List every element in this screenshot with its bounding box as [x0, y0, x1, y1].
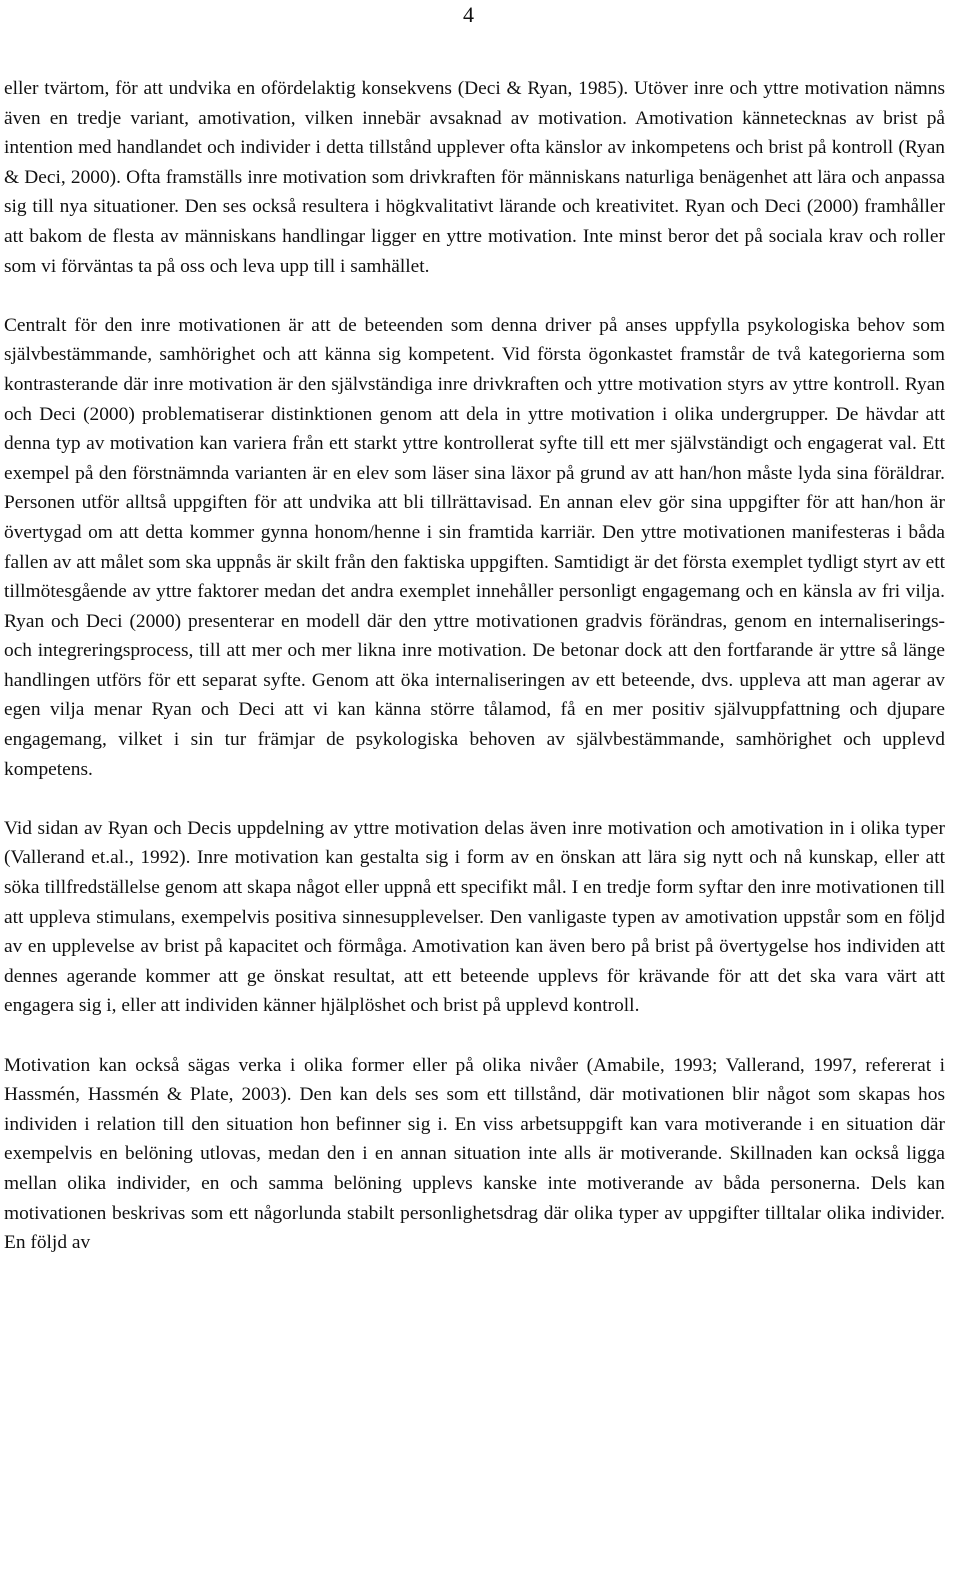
- paragraph-inner-motivation: Centralt för den inre motivationen är att de beteenden som denna driver på anses uppfylla psykologiska behov som självbestämmande, samhörighet och att känna sig kompetent. Vid första ögonkastet framstår de två kategorierna som kontrasterande där inre motivation är den självständiga inre drivkraften och yttre motivation styrs av yttre kontroll. Ryan och Deci (2000) problematiserar distinktionen genom att dela in yttre motivation i olika undergrupper. De hävdar att denna typ av motivation kan variera från ett starkt yttre kontrollerat syfte till ett mer självständigt och engagerat val. Ett exempel på den förstnämnda varianten är en elev som läser sina läxor på grund av att han/hon måste lyda sina föräldrar. Personen utför alltså uppgiften för att undvika att bli tillrättavisad. En annan elev gör sina uppgifter för att han/hon är övertygad om att detta kommer gynna honom/henne i sin framtida karriär. Den yttre motivationen manifesteras i båda fallen av att målet som ska uppnås är skilt från den faktiska uppgiften. Samtidigt är det första exemplet tydligt styrt av ett tillmötesgående av yttre faktorer medan det andra exemplet innehåller personligt engagemang och en känsla av fri vilja. Ryan och Deci (2000) presenterar en modell där den yttre motivationen gradvis förändras, genom en internaliserings- och integreringsprocess, till att mer och mer likna inre motivation. De betonar dock att den fortfarande är yttre så länge handlingen utförs för ett separat syfte. Genom att öka internaliseringen av ett beteende, dvs. uppleva att man agerar av egen vilja menar Ryan och Deci att vi kan känna större tålamod, få en mer positiv självuppfattning och djupare engagemang, vilket i sin tur främjar de psykologiska behoven av självbestämmande, samhörighet och upplevd kompetens.: [4, 314, 945, 780]
- page-number: 4: [463, 2, 474, 27]
- document-body: [4, 74, 945, 1258]
- paragraph-motivation-types: eller tvärtom, för att undvika en ofördelaktig konsekvens (Deci & Ryan, 1985). Utöver inre och yttre motivation nämns även en tredje variant, amotivation, vilken innebär avsaknad av motivation. Amotivation kännetecknas av brist på intention med handlandet och individer i detta tillstånd upplever ofta känslor av inkompetens och brist på kontroll (Ryan & Deci, 2000). Ofta framställs inre motivation som drivkraften för människans naturliga benägenhet att lära och anpassa sig till nya situationer. Den ses också resultera i högkvalitativt lärande och kreativitet. Ryan och Deci (2000) framhåller att bakom de flesta av människans handlingar ligger en yttre motivation. Inte minst beror det på sociala krav och roller som vi förväntas ta på oss och leva upp till i samhället.: [4, 78, 945, 277]
- paragraph-amotivation-types: Vid sidan av Ryan och Decis uppdelning av yttre motivation delas även inre motivation och amotivation in i olika typer (Vallerand et.al., 1992). Inre motivation kan gestalta sig i form av en önskan att lära sig nytt och nå kunskap, eller att söka tillfredställelse genom att skapa något eller uppnå ett specifikt mål. I en tredje form syftar den inre motivationen till att uppleva stimulans, exempelvis positiva sinnesupplevelser. Den vanligaste typen av amotivation uppstår som en följd av en upplevelse av brist på kapacitet och förmåga. Amotivation kan även bero på brist på övertygelse hos individen att dennes agerande kommer att ge önskat resultat, att ett beteende upplevs för krävande för att det ska vara värt att engagera sig i, eller att individen känner hjälplöshet och brist på upplevd kontroll.: [4, 817, 945, 1017]
- paragraph-motivation-levels: Motivation kan också sägas verka i olika former eller på olika nivåer (Amabile, 1993; Vallerand, 1997, refererat i Hassmén, Hassmén & Plate, 2003). Den kan dels ses som ett tillstånd, där motivationen blir något som skapas hos individen i relation till den situation hon befinner sig i. En viss arbetsuppgift kan vara motiverande i en situation där exempelvis en belöning utlovas, medan den i en annan situation inte alls är motiverande. Skillnaden kan också ligga mellan olika individer, en och samma belöning upplevs kanske inte motiverande av båda personerna. Dels kan motivationen beskrivas som ett någorlunda stabilt personlighetsdrag där olika typer av uppgifter tilltalar olika individer. En följd av: [4, 1054, 945, 1254]
